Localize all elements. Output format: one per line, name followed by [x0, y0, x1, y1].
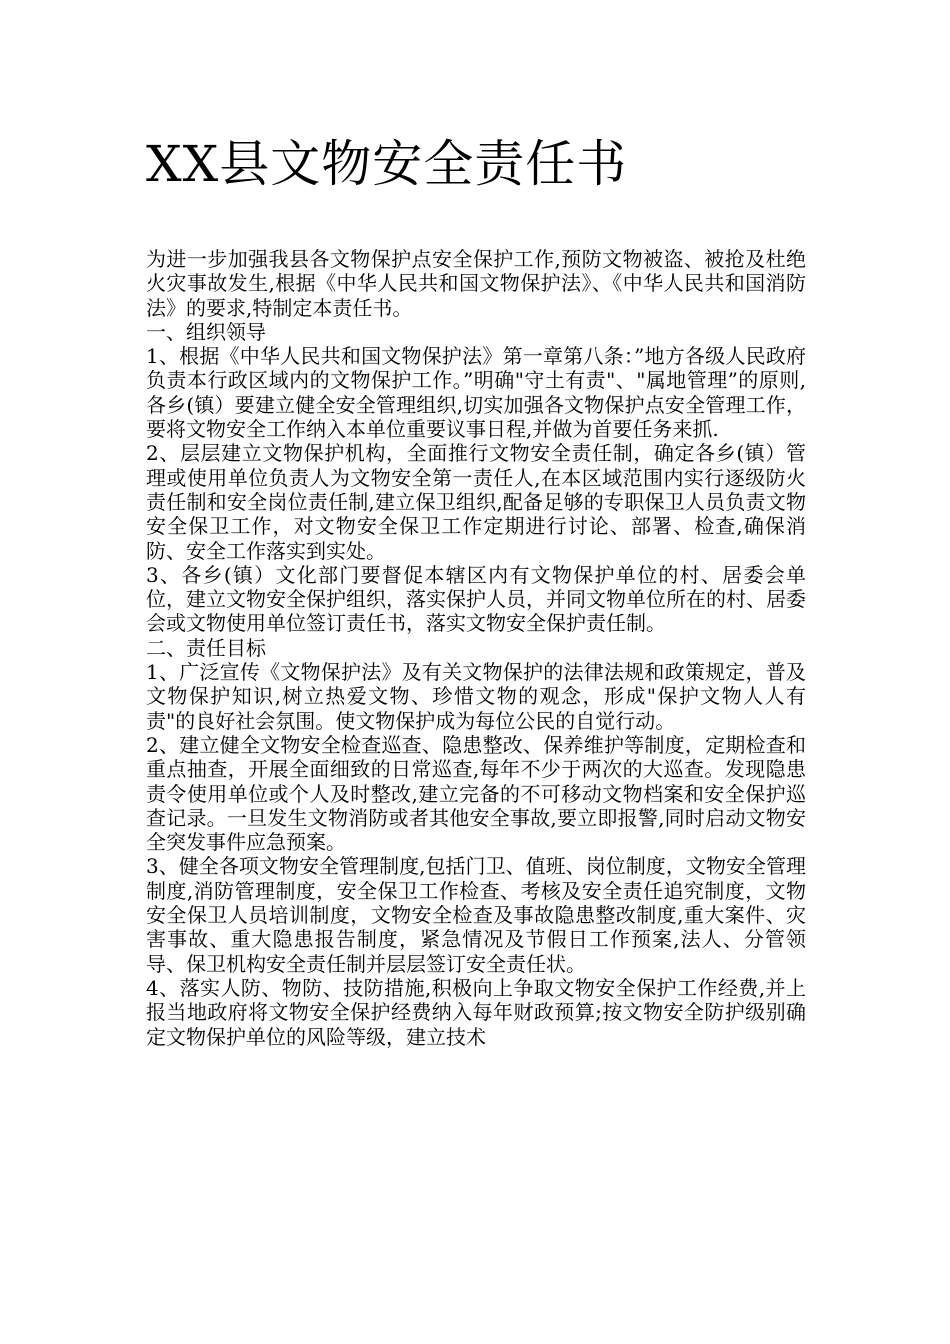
- paragraph-goal-1: 1、广泛宣传《文物保护法》及有关文物保护的法律法规和政策规定，普及文物保护知识,树立热爱文物、珍惜文物的观念，形成"保护文物人人有责"的良好社会氛围。使文物保护成为每位公民的自觉行动。: [146, 660, 806, 733]
- section-heading-organization: 一、组织领导: [146, 319, 266, 344]
- paragraph-org-2: 2、层层建立文物保护机构，全面推行文物安全责任制，确定各乡(镇）管理或使用单位负责人为文物安全第一责任人,在本区域范围内实行逐级防火责任制和安全岗位责任制,建立保卫组织,配备足够的专职保卫人员负责文物安全保卫工作，对文物安全保卫工作定期进行讨论、部署、检查,确保消防、安全工作落实到实处。: [146, 441, 806, 563]
- document-body: [146, 247, 806, 1049]
- paragraph-goal-4: 4、落实人防、物防、技防措施,积极向上争取文物安全保护工作经费,并上报当地政府将文物安全保护经费纳入每年财政预算;按文物安全防护级别确定文物保护单位的风险等级，建立技术: [146, 975, 806, 1049]
- paragraph-org-3: 3、各乡(镇）文化部门要督促本辖区内有文物保护单位的村、居委会单位，建立文物安全保护组织，落实保护人员，并同文物单位所在的村、居委会或文物使用单位签订责任书，落实文物安全保护责任制。: [146, 562, 806, 636]
- paragraph-goal-3: 3、健全各项文物安全管理制度,包括门卫、值班、岗位制度，文物安全管理制度,消防管理制度，安全保卫工作检查、考核及安全责任追究制度，文物安全保卫人员培训制度，文物安全检查及事故隐患整改制度,重大案件、灾害事故、重大隐患报告制度，紧急情况及节假日工作预案,法人、分管领导、保卫机构安全责任制并层层签订安全责任状。: [146, 854, 806, 976]
- section-heading-goals: 二、责任目标: [146, 635, 266, 660]
- paragraph-intro: 为进一步加强我县各文物保护点安全保护工作,预防文物被盗、被抢及杜绝火灾事故发生,根据《中华人民共和国文物保护法》、《中华人民共和国消防法》的要求,特制定本责任书。: [146, 247, 806, 320]
- paragraph-goal-2: 2、建立健全文物安全检查巡查、隐患整改、保养维护等制度，定期检查和重点抽查，开展全面细致的日常巡查,每年不少于两次的大巡查。发现隐患责令使用单位或个人及时整改,建立完备的不可移动文物档案和安全保护巡查记录。一旦发生文物消防或者其他安全事故,要立即报警,同时启动文物安全突发事件应急预案。: [146, 732, 806, 855]
- document-title: XX县文物安全责任书: [146, 135, 628, 193]
- paragraph-org-1: 1、根据《中华人民共和国文物保护法》第一章第八条：”地方各级人民政府负责本行政区域内的文物保护工作。”明确"守土有责"、"属地管理”的原则,各乡(镇）要建立健全安全管理组织,切实加强各文物保护点安全管理工作，要将文物安全工作纳入本单位重要议事日程,并做为首要任务来抓.: [146, 344, 806, 442]
